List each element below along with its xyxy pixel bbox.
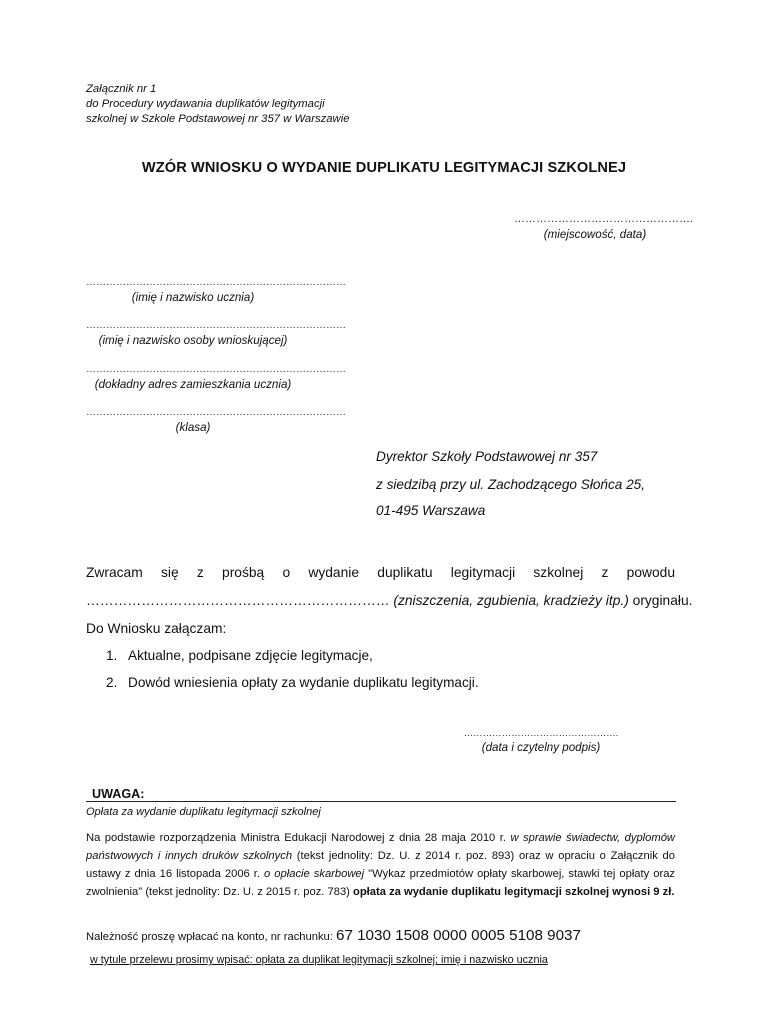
note-subtitle: Opłata za wydanie duplikatu legitymacji szkolnej xyxy=(86,806,321,818)
signature-caption: (data i czytelny podpis) xyxy=(481,741,601,754)
class-field xyxy=(86,407,346,434)
list-number: 2. xyxy=(106,675,118,690)
note-label: UWAGA: xyxy=(92,787,145,801)
field-caption: (imię i nazwisko osoby wnioskującej) xyxy=(98,334,288,347)
note-divider xyxy=(86,801,676,802)
request-line-1: Zwracam się z prośbą o wydanie duplikatu legitymacji szkolnej z powodu xyxy=(86,565,675,580)
header-line-1: Załącznik nr 1 xyxy=(86,83,157,95)
list-text: Aktualne, podpisane zdjęcie legitymacje, xyxy=(128,648,373,663)
addressee-line-2: z siedzibą przy ul. Zachodzącego Słońca 25, xyxy=(376,477,646,492)
request-line-2 xyxy=(86,593,692,608)
note-regulation-title: w sprawie świadectw, dyplomów państwowych i innych druków szkolnych xyxy=(86,832,675,862)
place-date-dots: …………………………………………. xyxy=(514,213,694,225)
attachment-item xyxy=(106,648,373,663)
applicant-name-field xyxy=(86,320,346,347)
header-line-3: szkolnej w Szkole Podstawowej nr 357 w Warszawie xyxy=(86,113,350,125)
account-label: Należność proszę wpłacać na konto, nr rachunku: xyxy=(86,931,333,943)
note-text-3: "Wykaz przedmiotów opłaty skarbowej, stawki tej opłaty oraz zwolnienia" (tekst jednolity: Dz. U. z 2015 r. poz. 783) xyxy=(86,868,676,898)
signature-field xyxy=(456,728,626,754)
field-dots: …………………………………………………………………… xyxy=(86,277,346,288)
reason-dots: ………………………………………………………… xyxy=(86,593,390,608)
addressee-line-1: Dyrektor Szkoły Podstawowej nr 357 xyxy=(376,449,598,464)
attachment-item xyxy=(106,675,479,690)
account-line xyxy=(86,927,581,944)
field-dots: …………………………………………………………………… xyxy=(86,364,346,375)
account-number: 67 1030 1508 0000 0005 5108 9037 xyxy=(336,927,581,944)
field-dots: …………………………………………………………………… xyxy=(86,320,346,331)
note-act-title: o opłacie skarbowej xyxy=(264,868,365,880)
field-dots: …………………………………………………………………… xyxy=(86,407,346,418)
place-date-caption: (miejscowość, data) xyxy=(543,228,647,241)
list-number: 1. xyxy=(106,648,118,663)
header-line-2: do Procedury wydawania duplikatów legitymacji xyxy=(86,98,325,110)
addressee-line-3: 01-495 Warszawa xyxy=(376,503,486,518)
student-name-field xyxy=(86,277,346,304)
note-paragraph xyxy=(86,829,675,901)
attachment-header xyxy=(86,82,350,127)
note-text-1: Na podstawie rozporządzenia Ministra Edukacji Narodowej z dnia 28 maja 2010 r. xyxy=(86,832,506,844)
attachments-intro: Do Wniosku załączam: xyxy=(86,621,227,636)
signature-dots: …………………………………………. xyxy=(463,728,619,739)
field-caption: (klasa) xyxy=(175,421,211,434)
list-text: Dowód wniesienia opłaty za wydanie duplikatu legitymacji. xyxy=(128,675,479,690)
reason-options: (zniszczenia, zgubienia, kradzieży itp.) xyxy=(393,593,629,608)
place-date-field xyxy=(514,213,694,241)
request-line-2-end: oryginału. xyxy=(632,593,693,608)
note-text-2: (tekst jednolity: Dz. U. z 2014 r. poz. 893) oraz w opraciu o Załącznik do ustawy z dnia 16 listopada 2006 r. xyxy=(86,850,675,880)
document-title: WZÓR WNIOSKU O WYDANIE DUPLIKATU LEGITYMACJI SZKOLNEJ xyxy=(141,160,627,176)
student-address-field xyxy=(86,364,346,391)
transfer-title-note: w tytule przelewu prosimy wpisać: opłata za duplikat legitymacji szkolnej; imię i nazwisko ucznia xyxy=(90,954,548,966)
field-caption: (dokładny adres zamieszkania ucznia) xyxy=(94,378,292,391)
field-caption: (imię i nazwisko ucznia) xyxy=(131,291,255,304)
note-fee-statement: opłata za wydanie duplikatu legitymacji szkolnej wynosi 9 zł. xyxy=(353,886,675,898)
